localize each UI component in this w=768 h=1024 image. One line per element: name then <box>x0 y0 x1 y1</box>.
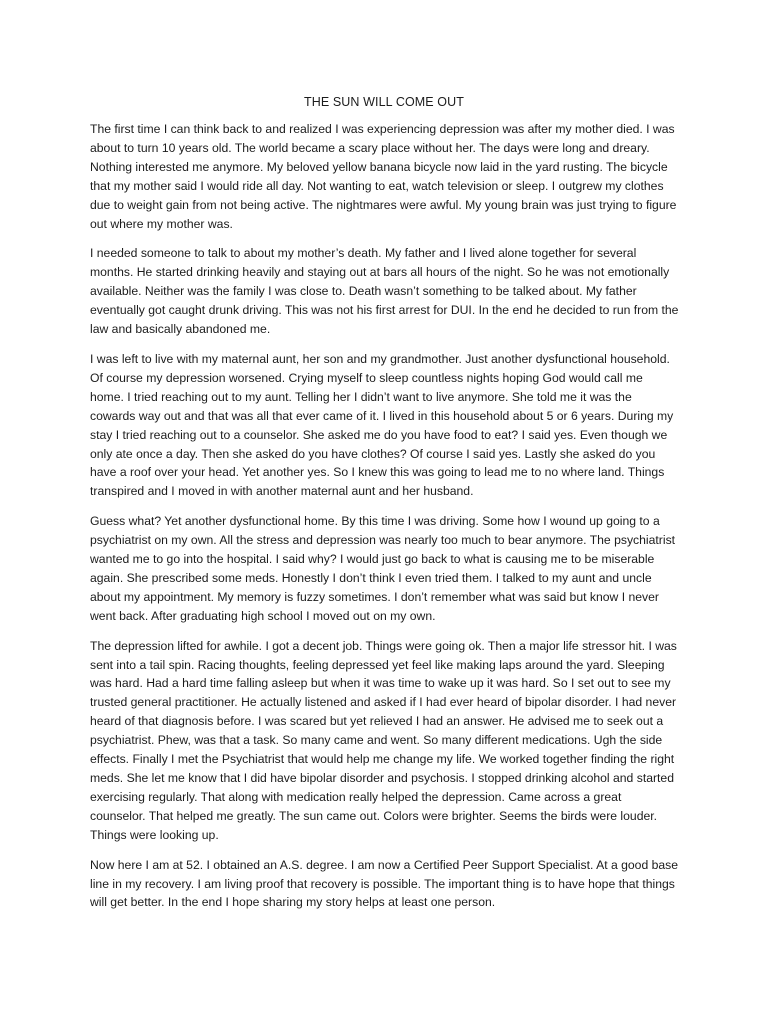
paragraph-6: Now here I am at 52. I obtained an A.S. degree. I am now a Certified Peer Support Specialist. At a good base line in my recovery. I am living proof that recovery is possible. The important thing is to have hope that things will get better. In the end I hope sharing my story helps at least one person. <box>90 857 679 910</box>
document-body <box>90 120 680 923</box>
paragraph-2: I needed someone to talk to about my mother’s death. My father and I lived alone together for several months. He started drinking heavily and staying out at bars all hours of the night. So he was not emotionally available. Neither was the family I was close to. Death wasn’t something to be talked about. My father eventually got caught drunk driving. This was not his first arrest for DUI. In the end he decided to run from the law and basically abandoned me. <box>90 246 679 337</box>
document-title: THE SUN WILL COME OUT <box>304 95 464 109</box>
paragraph-5: The depression lifted for awhile. I got a decent job. Things were going ok. Then a major life stressor hit. I was sent into a tail spin. Racing thoughts, feeling depressed yet feel like making laps around the yard. Sleeping was hard. Had a hard time falling asleep but when it was time to wake up it was hard. So I set out to see my trusted general practitioner. He actually listened and asked if I had ever heard of bipolar disorder. I had never heard of that diagnosis before. I was scared but yet relieved I had an answer. He advised me to seek out a psychiatrist. Phew, was that a task. So many came and went. So many different medications. Ugh the side effects. Finally I met the Psychiatrist that would help me change my life. We worked together finding the right meds. She let me know that I did have bipolar disorder and psychosis. I stopped drinking alcohol and started exercising regularly. That along with medication really helped the depression. Came across a great counselor. That helped me greatly. The sun came out. Colors were brighter. Seems the birds were louder. Things were looking up. <box>90 638 677 842</box>
paragraph-3: I was left to live with my maternal aunt, her son and my grandmother. Just another dysfunctional household. Of course my depression worsened. Crying myself to sleep countless nights hoping God would call me home. I tried reaching out to my aunt. Telling her I didn’t want to live anymore. She told me it was the cowards way out and that was all that ever came of it. I lived in this household about 5 or 6 years. During my stay I tried reaching out to a counselor. She asked me do you have food to eat? I said yes. Even though we only ate once a day. Then she asked do you have clothes? Of course I said yes. Lastly she asked do you have a roof over your head. Yet another yes. So I knew this was going to lead me to no where land. Things transpired and I moved in with another maternal aunt and her husband. <box>90 351 674 499</box>
paragraph-1: The first time I can think back to and realized I was experiencing depression was after my mother died. I was about to turn 10 years old. The world became a scary place without her. The days were long and dreary. Nothing interested me anymore. My beloved yellow banana bicycle now laid in the yard rusting. The bicycle that my mother said I would ride all day. Not wanting to eat, watch television or sleep. I outgrew my clothes due to weight gain from not being active. The nightmares were awful. My young brain was just trying to figure out where my mother was. <box>90 122 677 231</box>
paragraph-4: Guess what? Yet another dysfunctional home. By this time I was driving. Some how I wound up going to a psychiatrist on my own. All the stress and depression was nearly too much to bear anymore. The psychiatrist wanted me to go into the hospital. I said why? I would just go back to what is causing me to be miserable again. She prescribed some meds. Honestly I don’t think I even tried them. I talked to my aunt and uncle about my appointment. My memory is fuzzy sometimes. I don’t remember what was said but know I never went back. After graduating high school I moved out on my own. <box>90 514 676 623</box>
